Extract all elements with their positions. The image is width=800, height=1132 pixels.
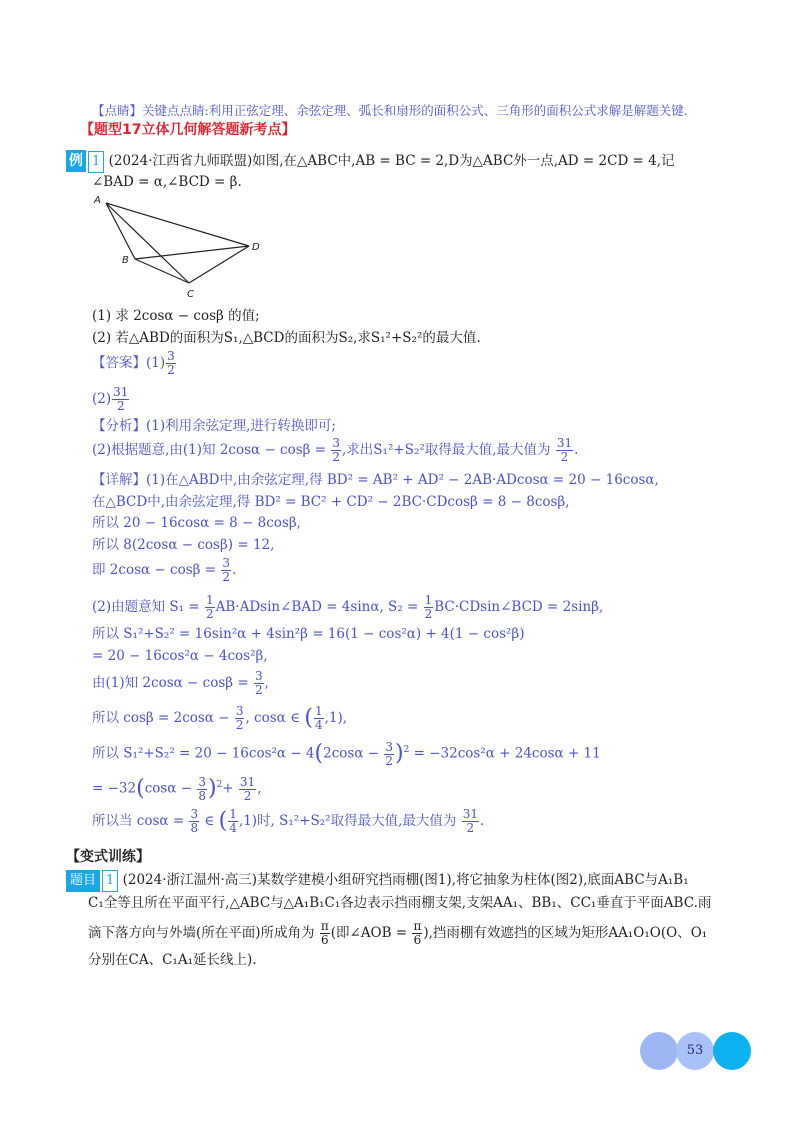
example-badge: 例 [66,150,86,172]
text: ),挡雨棚有效遮挡的区域为矩形AA₁O₁O(O、O₁ [423,925,708,941]
practice-title: 【变式训练】 [66,849,150,865]
text: 由(1)知 2cosα − cosβ = [92,675,249,691]
answer-label: 【答案】 [92,355,146,371]
text: ,1)时, S₁²+S₂²取得最大值,最大值为 [238,813,457,829]
detail-line-9 [92,670,269,697]
fraction [462,808,479,835]
fraction [314,705,324,732]
problem-line-4: 分别在CA、C₁A₁延长线上). [88,952,257,968]
page-circle-right [713,1032,751,1070]
label-C: C [187,289,194,300]
fraction [320,920,330,947]
text: (即∠AOB = [330,925,408,941]
detail-line-12: = −32(cosα − $\frac{3}{8}$ )$^2$+ $\frac{31}{2}$ , [92,774,262,803]
frac-num: 31 [239,774,256,789]
text: = −32 [92,780,137,797]
detail-line-8: = 20 − 16cos²α − 4cos²β, [92,648,268,664]
answer-1 [92,350,177,377]
text: . [231,562,237,578]
label-D: D [252,242,260,253]
text: BC·CDsin∠BCD = 2sinβ, [434,599,604,615]
example-line-1 [66,150,675,173]
label-B: B [122,255,129,266]
frac-den: 2 [243,788,252,803]
text: ,1), [324,710,348,726]
problem-badge: 题目 [66,870,100,892]
frac-den: 2 [205,607,214,621]
answer-1-fraction [166,350,176,377]
detail-line-6 [92,594,603,621]
fraction [412,920,422,947]
frac-num: 3 [385,739,393,754]
fraction [221,557,231,584]
text: 滴下落方向与外墙(所在平面)所成角为 [88,925,315,941]
frac-den: 6 [320,933,329,947]
answer-part-1: (1) [146,355,166,371]
detail-line-4: 所以 8(2cosα − cosβ) = 12, [92,537,275,553]
frac-num: 1 [229,807,237,821]
detail-line-5 [92,557,236,584]
frac-num: 3 [198,774,206,789]
frac-den: 8 [190,821,199,835]
text: 所以 cosβ = 2cosα − [92,710,230,726]
frac-den: 8 [198,788,206,803]
fraction [205,594,215,621]
example-line-2: ∠BAD = α,∠BCD = β. [92,174,242,190]
example-number: 1 [88,151,104,173]
analysis-line-2 [92,437,578,464]
frac-den: 2 [116,399,125,413]
frac-num: 3 [235,704,244,718]
frac-num: 3 [190,807,199,821]
frac-num: π [320,919,329,933]
fraction [239,776,256,803]
text: 所以当 cosα = [92,813,185,829]
edge-BC [135,259,189,283]
text: 即 2cosα − cosβ = [92,562,217,578]
frac-num: 31 [462,807,478,821]
example-text-1: (2024·江西省九师联盟)如图,在△ABC中,AB = BC = 2,D为△ABC外一点,AD = 2CD = 4,记 [108,153,675,169]
fraction [254,670,264,697]
fraction [384,741,394,768]
dianjing-note: 【点睛】关键点点睛:利用正弦定理、余弦定理、弧长和扇形的面积公式、三角形的面积公式求解是解题关键. [92,103,688,118]
answer-2-fraction [112,386,129,413]
problem-line-3 [88,920,707,947]
text: . [479,813,485,829]
text: + [222,780,234,797]
frac-num: 1 [424,593,433,607]
frac-den: 4 [314,718,323,732]
text: AB·ADsin∠BAD = 4sinα, S₂ = [215,599,419,615]
frac-num: 31 [556,436,573,450]
analysis-text-a: (2)根据题意,由(1)知 2cosα − cosβ = [92,442,327,458]
triangle-figure [92,193,272,303]
problem-line-1 [66,870,689,892]
detail-line-7: 所以 S₁²+S₂² = 16sin²α + 4sin²β = 16(1 − cos²α) + 4(1 − cos²β) [92,626,525,642]
fraction [556,437,573,464]
frac-num: 31 [113,385,129,399]
frac-num: 3 [254,669,263,683]
detail-line-1: 【详解】(1)在△ABD中,由余弦定理,得 BD² = AB² + AD² − 2AB·ADcosα = 20 − 16cosα, [92,472,659,488]
frac-den: 4 [229,821,237,835]
frac-den: 2 [167,363,175,377]
frac-den: 2 [254,683,263,697]
fraction [235,705,245,732]
frac-den: 2 [424,607,433,621]
detail-line-13: 所以当 cosα = $\frac{3}{8}$ ∈ ( $\frac{1}{4}$ ,1)时, S₁²+S₂²取得最大值,最大值为 $\frac{31}{2}$ . [92,807,485,835]
fraction [424,594,434,621]
answer-part-2: (2) [92,391,112,407]
frac-den: 2 [466,821,475,835]
text: , cosα ∈ [245,710,301,726]
text: (2)由题意知 S₁ = [92,599,200,615]
edge-AB [106,203,135,259]
page-number: 53 [676,1032,714,1070]
text: 2cosα − [323,745,380,762]
frac-den: 2 [332,450,341,464]
answer-2 [92,386,130,413]
text: = −32cos²α + 24cosα + 11 [413,745,601,762]
frac-num: π [413,919,422,933]
detail-line-3: 所以 20 − 16cosα = 8 − 8cosβ, [92,515,301,531]
fraction [189,808,199,835]
frac-den: 2 [235,718,244,732]
text: , [257,780,262,797]
analysis-text-c: . [574,442,579,458]
frac-num: 1 [205,593,214,607]
question-2: (2) 若△ABD的面积为S₁,△BCD的面积为S₂,求S₁²+S₂²的最大值. [92,330,481,346]
text: , [264,675,269,691]
frac-den: 2 [560,450,569,464]
frac-den: 2 [222,570,230,584]
label-A: A [94,195,101,206]
question-1: (1) 求 2cosα − cosβ 的值; [92,308,260,324]
detail-line-11: 所以 S₁²+S₂² = 20 − 16cos²α − 4(2cosα − $\frac{3}{2}$ )$^2$ = −32cos²α + 24cosα + 11 [92,739,601,768]
detail-line-2: 在△BCD中,由余弦定理,得 BD² = BC² + CD² − 2BC·CDcosβ = 8 − 8cosβ, [92,494,570,510]
problem-line-2: C₁全等且所在平面平行,△ABC与△A₁B₁C₁各边表示挡雨棚支架,支架AA₁、BB₁、CC₁垂直于平面ABC.雨 [88,895,712,911]
problem-number: 1 [102,870,118,892]
text: ∈ [204,813,215,829]
frac-num: 3 [332,436,341,450]
analysis-line-1: 【分析】(1)利用余弦定理,进行转换即可; [92,418,336,434]
text: cosα − [144,780,193,797]
fraction [197,776,207,803]
analysis-text-b: ,求出S₁²+S₂²取得最大值,最大值为 [342,442,551,458]
fraction [331,437,341,464]
text: 所以 S₁²+S₂² = 20 − 16cos²α − 4 [92,745,315,762]
frac-num: 3 [222,556,230,570]
frac-num: 3 [167,349,175,363]
text: (2024·浙江温州·高三)某数学建模小组研究挡雨棚(图1),将它抽象为柱体(图2),底面ABC与A₁B₁ [122,872,689,888]
detail-line-10: 所以 cosβ = 2cosα − $\frac{3}{2}$ , cosα ∈ ( $\frac{1}{4}$ ,1), [92,704,348,732]
page-circle-left [640,1032,678,1070]
frac-num: 1 [314,704,323,718]
frac-den: 6 [413,933,422,947]
frac-den: 2 [385,753,393,768]
fraction [228,808,238,835]
section-title: 【题型17立体几何解答题新考点】 [80,122,296,138]
